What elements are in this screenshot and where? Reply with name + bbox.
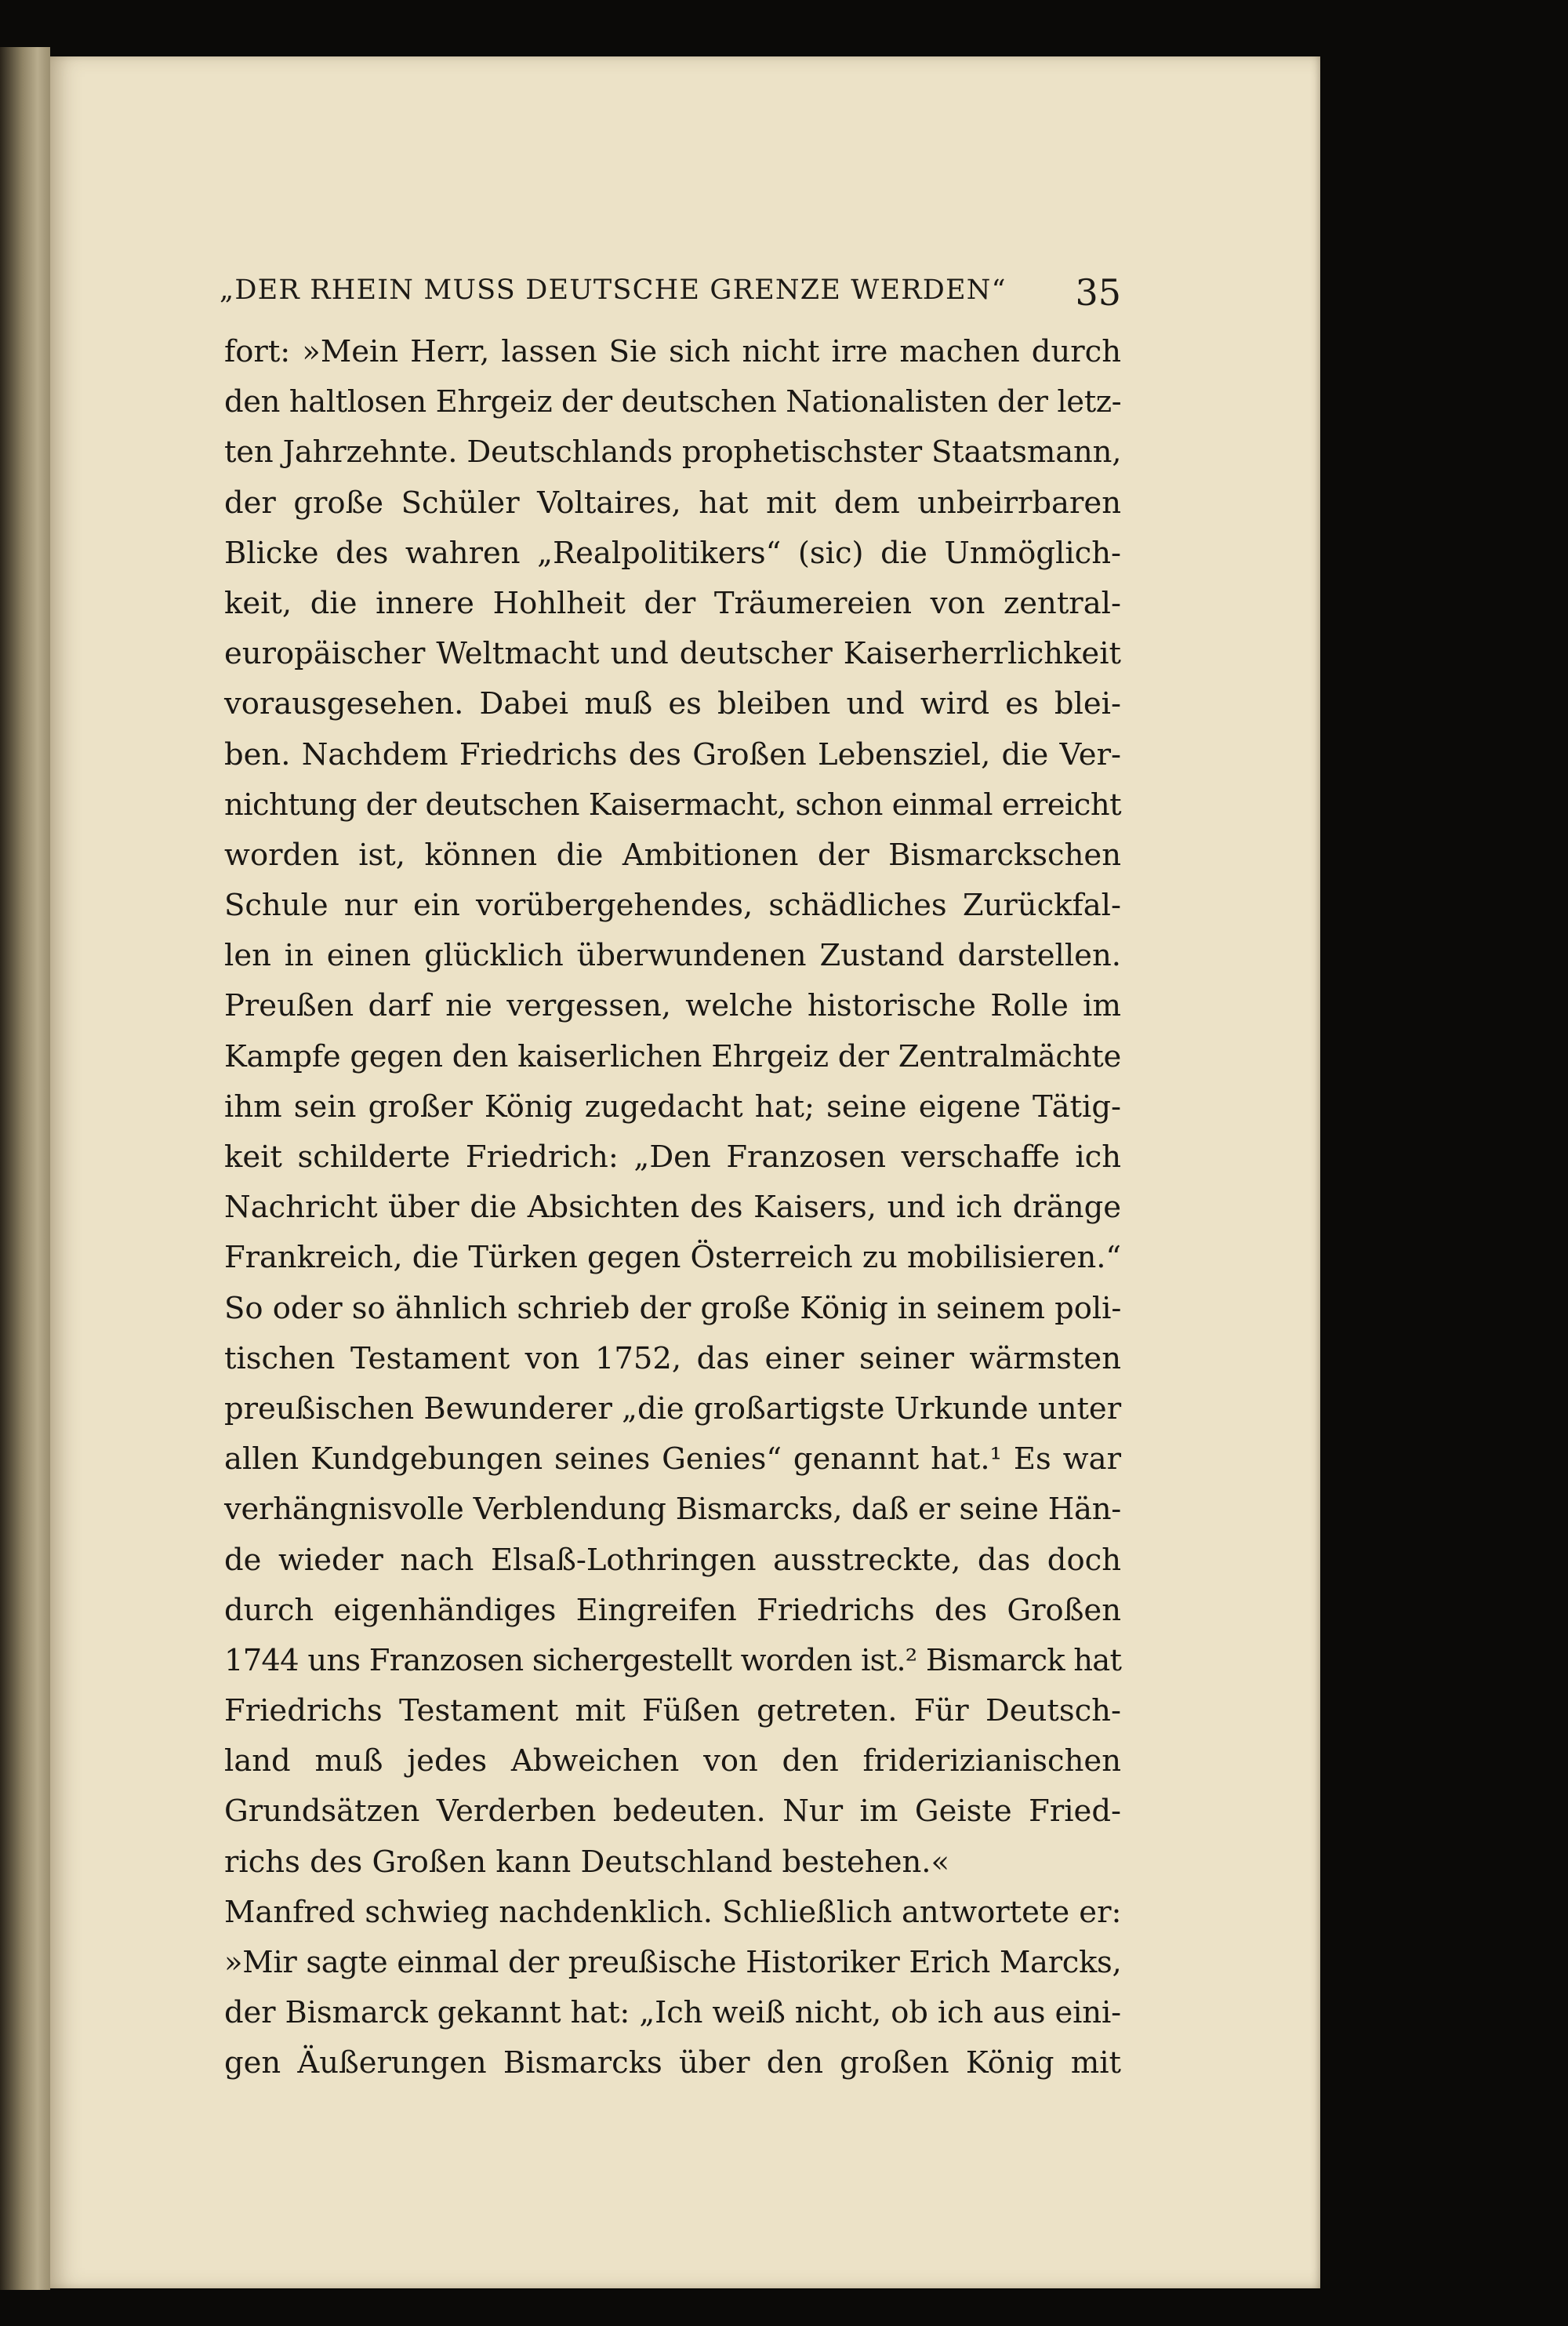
text-line: verhängnisvolle Verblendung Bismarcks, daß er seine Hän- (224, 1492, 1122, 1528)
running-head (220, 271, 1121, 322)
text-line: So oder so ähnlich schrieb der große König in seinem poli- (224, 1290, 1122, 1326)
text-line: durch eigenhändiges Eingreifen Friedrichs des Großen (224, 1592, 1121, 1628)
text-line: Preußen darf nie vergessen, welche historische Rolle im (224, 988, 1121, 1024)
text-line: Nachricht über die Absichten des Kaisers, und ich dränge (224, 1190, 1121, 1226)
text-line: len in einen glücklich überwundenen Zustand darstellen. (224, 938, 1121, 974)
text-line: Frankreich, die Türken gegen Österreich zu mobilisieren.“ (224, 1240, 1121, 1276)
text-line: tischen Testament von 1752, das einer seiner wärmsten (224, 1340, 1121, 1376)
text-line: keit, die innere Hohlheit der Träumereien von zentral- (224, 585, 1121, 621)
text-line: allen Kundgebungen seines Genies“ genannt hat.¹ Es war (224, 1441, 1121, 1477)
text-line: Kampfe gegen den kaiserlichen Ehrgeiz der Zentralmächte (224, 1038, 1122, 1074)
previous-page-edge (0, 47, 50, 2290)
text-line: Manfred schwieg nachdenklich. Schließlich antwortete er: (224, 1894, 1122, 1930)
text-line: der Bismarck gekannt hat: „Ich weiß nicht, ob ich aus eini- (224, 1995, 1121, 2031)
text-line: Grundsätzen Verderben bedeuten. Nur im Geiste Fried- (224, 1794, 1121, 1830)
text-line: ten Jahrzehnte. Deutschlands prophetischster Staatsmann, (224, 434, 1122, 471)
text-line: keit schilderte Friedrich: „Den Franzosen verschaffe ich (224, 1139, 1121, 1175)
text-line: preußischen Bewunderer „die großartigste Urkunde unter (224, 1390, 1122, 1426)
text-line: europäischer Weltmacht und deutscher Kaiserherrlichkeit (224, 636, 1121, 672)
text-line: nichtung der deutschen Kaisermacht, schon einmal erreicht (224, 787, 1121, 823)
text-line: »Mir sagte einmal der preußische Historiker Erich Marcks, (224, 1945, 1122, 1980)
text-line: ihm sein großer König zugedacht hat; seine eigene Tätig- (224, 1088, 1121, 1125)
text-line: ben. Nachdem Friedrichs des Großen Lebensziel, die Ver- (224, 736, 1121, 772)
page-number: 35 (1075, 271, 1121, 314)
text-line: Blicke des wahren „Realpolitikers“ (sic) die Unmöglich- (224, 535, 1121, 571)
text-line: land muß jedes Abweichen von den friderizianischen (224, 1743, 1121, 1779)
text-line: vorausgesehen. Dabei muß es bleiben und wird es blei- (224, 686, 1121, 722)
text-line: Friedrichs Testament mit Füßen getreten. Für Deutsch- (224, 1693, 1121, 1729)
text-line: Schule nur ein vorübergehendes, schädliches Zurückfal- (224, 888, 1121, 924)
running-head-title: „DER RHEIN MUSS DEUTSCHE GRENZE WERDEN“ (220, 274, 1007, 306)
text-line: 1744 uns Franzosen sichergestellt worden ist.² Bismarck hat (224, 1642, 1122, 1678)
text-line: gen Äußerungen Bismarcks über den großen König mit (224, 2045, 1121, 2081)
text-line: richs des Großen kann Deutschland bestehen.« (224, 1844, 950, 1880)
text-line: fort: »Mein Herr, lassen Sie sich nicht irre machen durch (224, 334, 1121, 369)
text-line: den haltlosen Ehrgeiz der deutschen Nationalisten der letz- (224, 384, 1122, 420)
text-line: der große Schüler Voltaires, hat mit dem unbeirrbaren (224, 485, 1121, 521)
text-line: de wieder nach Elsaß-Lothringen ausstreckte, das doch (224, 1542, 1121, 1578)
text-line: worden ist, können die Ambitionen der Bismarckschen (224, 837, 1121, 873)
body-text (224, 327, 1121, 2089)
book-page (50, 56, 1320, 2288)
